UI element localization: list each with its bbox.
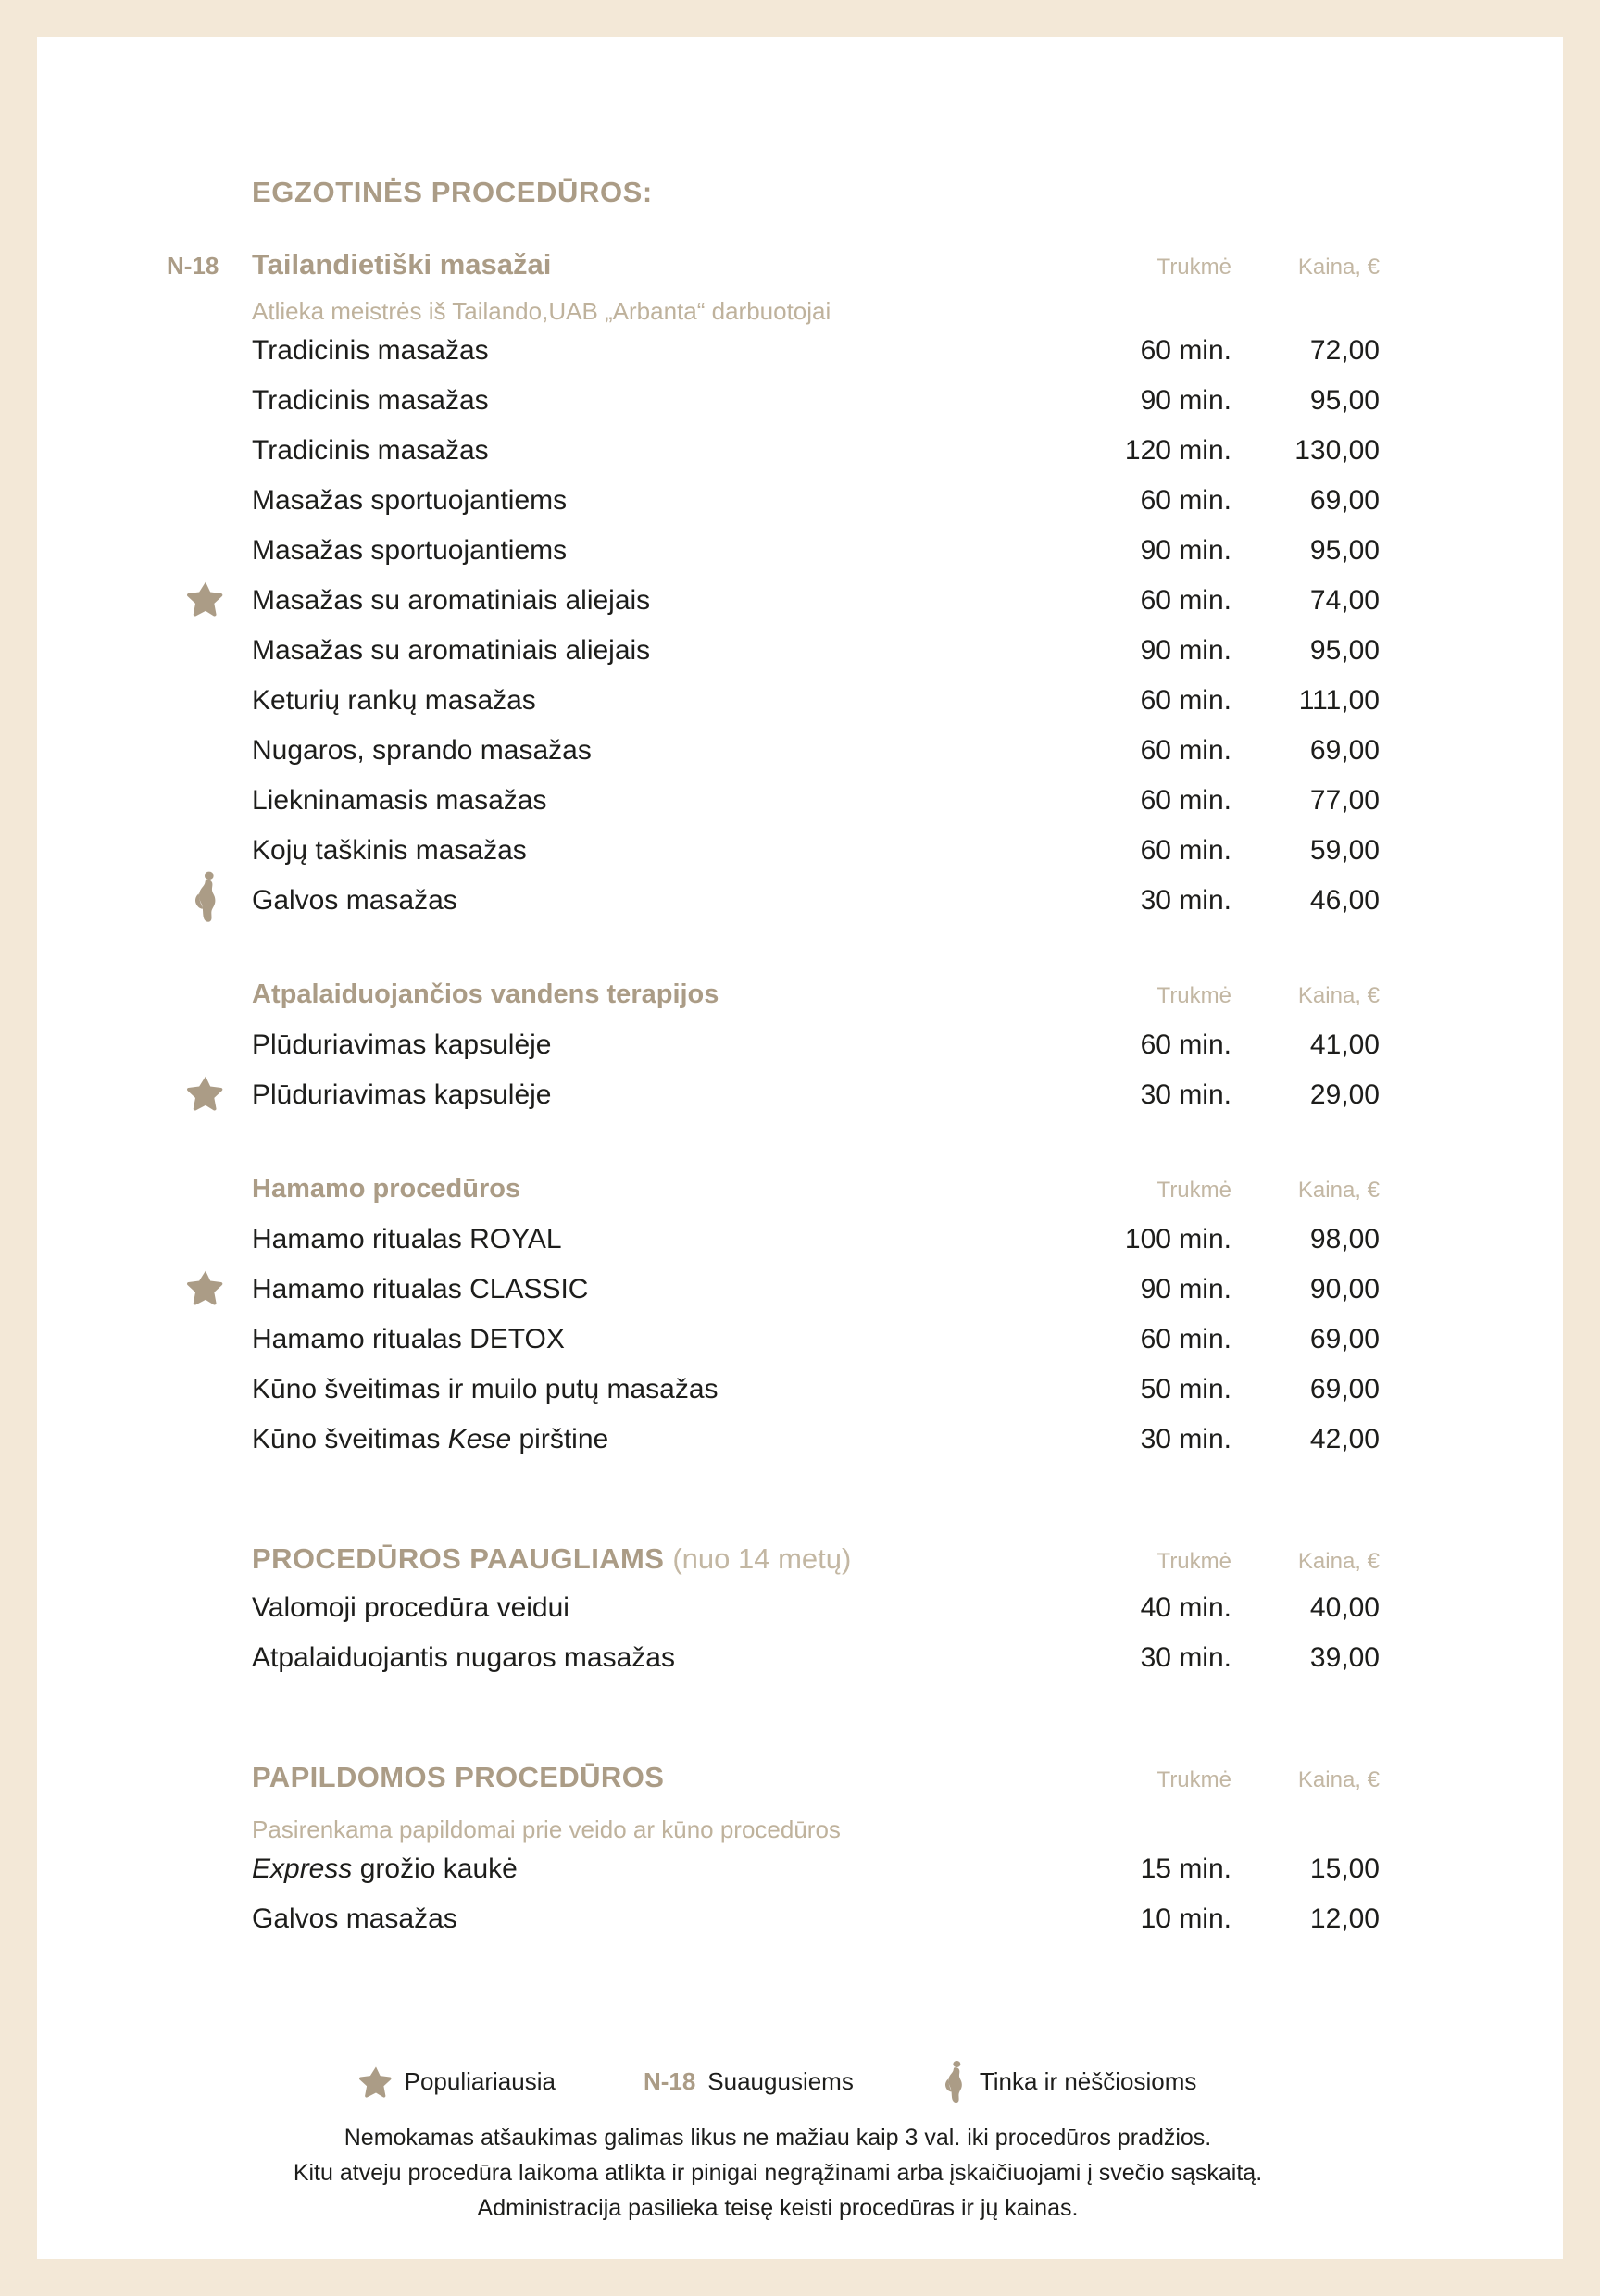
row-name: Masažas sportuojantiems [252, 535, 568, 566]
row-name: Atpalaiduojantis nugaros masažas [252, 1642, 675, 1673]
footer-disclaimer [120, 2120, 1435, 2226]
section-subtitle: Atlieka meistrės iš Tailando,UAB „Arbanta“ darbuotojai [252, 297, 831, 325]
row-price: 39,00 [1309, 1642, 1380, 1673]
row-price: 59,00 [1309, 835, 1380, 866]
row-price: 77,00 [1309, 785, 1380, 816]
row-duration: 15 min. [1140, 1853, 1231, 1884]
row-duration: 90 min. [1140, 1274, 1231, 1304]
row-duration: 90 min. [1140, 385, 1231, 416]
row-price: 95,00 [1309, 385, 1380, 416]
row-price: 72,00 [1309, 335, 1380, 366]
column-header-duration: Trukmė [1156, 1549, 1231, 1574]
table-row [167, 1424, 1380, 1474]
row-duration: 90 min. [1140, 535, 1231, 566]
column-header-price: Kaina, € [1297, 255, 1380, 280]
section-title: PROCEDŪROS PAAUGLIAMS (nuo 14 metų) [252, 1542, 852, 1575]
row-duration: 60 min. [1140, 1029, 1231, 1060]
table-row [167, 385, 1380, 435]
row-duration: 30 min. [1140, 885, 1231, 916]
row-duration: 50 min. [1140, 1374, 1231, 1404]
table-row [167, 1592, 1380, 1642]
row-duration: 10 min. [1140, 1903, 1231, 1934]
row-duration: 60 min. [1140, 585, 1231, 616]
table-row [167, 585, 1380, 635]
section-title: Tailandietiški masažai [252, 248, 552, 281]
section-title: PAPILDOMOS PROCEDŪROS [252, 1761, 665, 1793]
legend-label: Populiariausia [404, 2066, 556, 2095]
footer-line: Administracija pasilieka teisę keisti procedūras ir jų kainas. [477, 2195, 1079, 2221]
row-price: 95,00 [1309, 635, 1380, 666]
row-price: 95,00 [1309, 535, 1380, 566]
row-price: 46,00 [1309, 885, 1380, 916]
row-name: Tradicinis masažas [252, 335, 489, 366]
star-icon [187, 1074, 224, 1111]
row-duration: 30 min. [1140, 1424, 1231, 1454]
section-header-teens [167, 1542, 1380, 1592]
star-icon [359, 2065, 393, 2098]
row-name: Masažas su aromatiniais aliejais [252, 635, 651, 666]
row-price: 69,00 [1309, 485, 1380, 516]
row-name: Hamamo ritualas DETOX [252, 1324, 565, 1354]
section-badge: N-18 [167, 252, 219, 280]
page-title: EGZOTINĖS PROCEDŪROS: [252, 176, 653, 208]
column-header-duration: Trukmė [1156, 255, 1231, 280]
footer-line: Kitu atveju procedūra laikoma atlikta ir pinigai negrąžinami arba įskaičiuojami į svečio sąskaitą. [293, 2160, 1263, 2186]
legend-label: Tinka ir nėščiosioms [979, 2066, 1197, 2095]
row-price: 74,00 [1309, 585, 1380, 616]
price-list-content [167, 176, 1380, 1953]
row-price: 69,00 [1309, 1324, 1380, 1354]
column-header-price: Kaina, € [1297, 1178, 1380, 1203]
row-price: 12,00 [1309, 1903, 1380, 1934]
table-row [167, 735, 1380, 785]
column-header-price: Kaina, € [1297, 1767, 1380, 1792]
row-name: Masažas sportuojantiems [252, 485, 568, 516]
row-price: 69,00 [1309, 735, 1380, 766]
star-icon [187, 580, 224, 617]
table-row [167, 485, 1380, 535]
section-spacer [167, 1474, 1380, 1542]
row-duration: 60 min. [1140, 785, 1231, 816]
column-header-duration: Trukmė [1156, 1178, 1231, 1203]
price-list-page [37, 37, 1563, 2259]
row-name: Hamamo ritualas CLASSIC [252, 1274, 589, 1304]
section-spacer [167, 1692, 1380, 1761]
row-name: Valomoji procedūra veidui [252, 1592, 569, 1623]
section-subtitle: Pasirenkama papildomai prie veido ar kūno procedūros [252, 1816, 841, 1843]
row-name: Galvos masažas [252, 885, 457, 916]
table-row [167, 1853, 1380, 1903]
row-price: 42,00 [1309, 1424, 1380, 1454]
section-header-water-therapies [167, 980, 1380, 1029]
row-price: 111,00 [1298, 685, 1380, 716]
table-row [167, 535, 1380, 585]
section-title: Hamamo procedūros [252, 1174, 521, 1204]
row-price: 69,00 [1309, 1374, 1380, 1404]
legend [167, 2059, 1389, 2103]
row-name: Kūno šveitimas ir muilo putų masažas [252, 1374, 719, 1404]
row-price: 29,00 [1309, 1079, 1380, 1110]
row-price: 130,00 [1294, 435, 1380, 466]
row-duration: 60 min. [1140, 335, 1231, 366]
row-name: Hamamo ritualas ROYAL [252, 1224, 562, 1254]
row-price: 15,00 [1309, 1853, 1380, 1884]
row-duration: 60 min. [1140, 835, 1231, 866]
row-name: Kojų taškinis masažas [252, 835, 527, 866]
table-row [167, 885, 1380, 935]
row-price: 41,00 [1309, 1029, 1380, 1060]
section-header-additional [167, 1761, 1380, 1811]
row-duration: 90 min. [1140, 635, 1231, 666]
section-header-hamam [167, 1174, 1380, 1224]
star-icon [187, 1268, 224, 1305]
column-header-duration: Trukmė [1156, 1767, 1231, 1792]
row-duration: 30 min. [1140, 1642, 1231, 1673]
row-duration: 30 min. [1140, 1079, 1231, 1110]
row-name: Tradicinis masažas [252, 385, 489, 416]
table-row [167, 1029, 1380, 1079]
row-duration: 100 min. [1124, 1224, 1231, 1254]
row-name: Keturių rankų masažas [252, 685, 536, 716]
column-header-price: Kaina, € [1297, 1549, 1380, 1574]
legend-item [359, 2065, 556, 2098]
table-row [167, 1324, 1380, 1374]
row-name: Plūduriavimas kapsulėje [252, 1079, 552, 1110]
column-header-duration: Trukmė [1156, 983, 1231, 1008]
table-row [167, 335, 1380, 385]
row-duration: 40 min. [1140, 1592, 1231, 1623]
row-price: 90,00 [1309, 1274, 1380, 1304]
table-row [167, 1079, 1380, 1129]
pregnant-woman-icon [191, 870, 222, 922]
sections-container [167, 248, 1380, 1953]
table-row [167, 435, 1380, 485]
row-name: Plūduriavimas kapsulėje [252, 1029, 552, 1060]
age-badge: N-18 [643, 2066, 696, 2095]
row-price: 98,00 [1309, 1224, 1380, 1254]
table-row [167, 685, 1380, 735]
row-name: Liekninamasis masažas [252, 785, 547, 816]
pregnant-woman-icon [942, 2059, 968, 2103]
section-spacer [167, 1129, 1380, 1174]
legend-item [942, 2059, 1197, 2103]
row-duration: 60 min. [1140, 735, 1231, 766]
column-header-price: Kaina, € [1297, 983, 1380, 1008]
row-duration: 120 min. [1124, 435, 1231, 466]
table-row [167, 1903, 1380, 1953]
row-name: Express grožio kaukė [252, 1853, 518, 1884]
row-duration: 60 min. [1140, 685, 1231, 716]
section-header-thai-massages [167, 248, 1380, 293]
table-row [167, 785, 1380, 835]
row-name: Nugaros, sprando masažas [252, 735, 592, 766]
footer-line: Nemokamas atšaukimas galimas likus ne mažiau kaip 3 val. iki procedūros pradžios. [344, 2125, 1212, 2151]
table-row [167, 1224, 1380, 1274]
row-duration: 60 min. [1140, 485, 1231, 516]
section-title: Atpalaiduojančios vandens terapijos [252, 980, 719, 1009]
row-duration: 60 min. [1140, 1324, 1231, 1354]
table-row [167, 1642, 1380, 1692]
legend-item [644, 2067, 854, 2096]
section-spacer [167, 935, 1380, 980]
row-name: Masažas su aromatiniais aliejais [252, 585, 651, 616]
table-row [167, 1374, 1380, 1424]
table-row [167, 635, 1380, 685]
row-name: Tradicinis masažas [252, 435, 489, 466]
table-row [167, 1274, 1380, 1324]
legend-label: Suaugusiems [707, 2066, 854, 2095]
row-name: Kūno šveitimas Kese pirštine [252, 1424, 609, 1454]
row-name: Galvos masažas [252, 1903, 457, 1934]
table-row [167, 835, 1380, 885]
row-price: 40,00 [1309, 1592, 1380, 1623]
